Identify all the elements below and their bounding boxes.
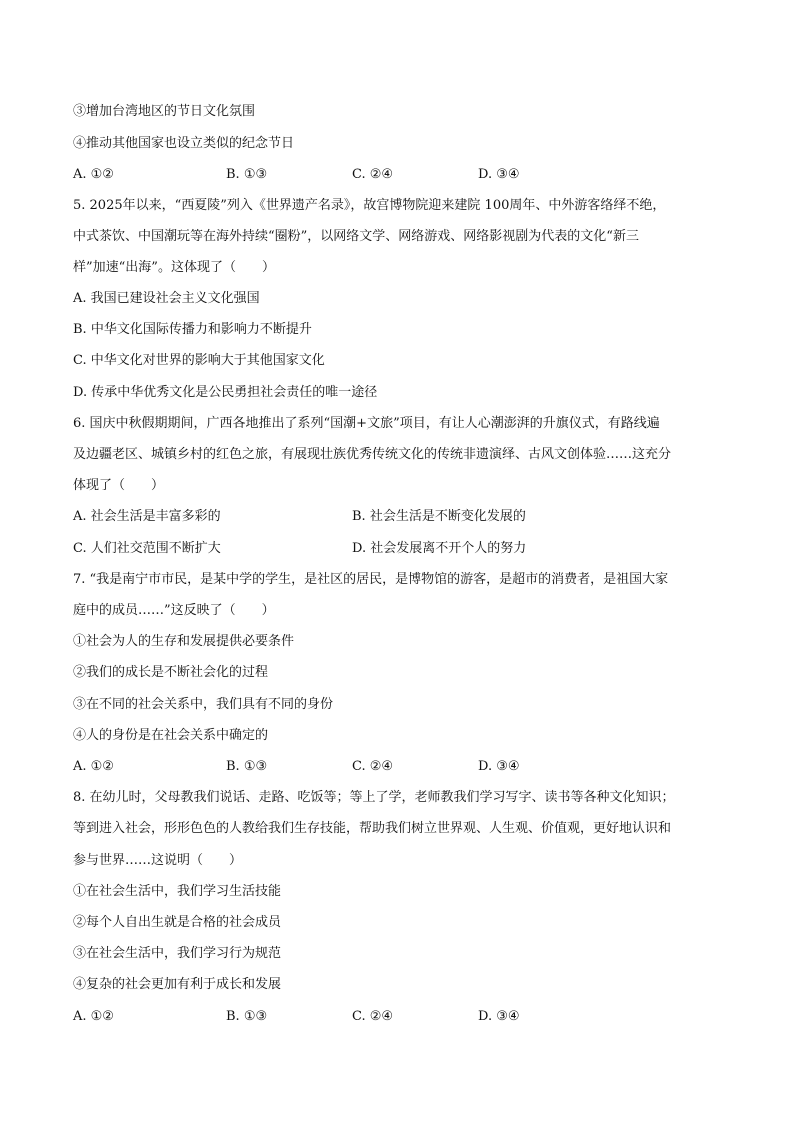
q8-item-2: ②每个人自出生就是合格的社会成员 <box>73 915 282 930</box>
q6-option-b: B. 社会生活是不断变化发展的 <box>352 509 526 524</box>
q8-stem-line-2: 等到进入社会，形形色色的人教给我们生存技能，帮助我们树立世界观、人生观、价值观，更好地认识和 <box>73 821 672 836</box>
q7-item-4: ④人的身份是在社会关系中确定的 <box>73 728 269 743</box>
q4-item-3: ③增加台湾地区的节日文化氛围 <box>73 104 256 119</box>
q6-option-d: D. 社会发展离不开个人的努力 <box>352 541 527 556</box>
q8-stem-line-3: 参与世界……这说明（ ） <box>73 853 243 868</box>
q6-stem-line-1: 6. 国庆中秋假期期间，广西各地推出了系列“国潮+文旅”项目，有让人心潮澎湃的升旗仪式，有路线遍 <box>73 416 660 431</box>
q5-option-b: B. 中华文化国际传播力和影响力不断提升 <box>73 322 312 337</box>
q5-stem-line-1: 5. 2025年以来，“西夏陵”列入《世界遗产名录》，故宫博物院迎来建院 100周年、中外游客络绎不绝， <box>73 198 666 213</box>
q8-option-a: A. ①② <box>73 1009 114 1024</box>
q4-item-4: ④推动其他国家也设立类似的纪念节日 <box>73 136 295 151</box>
q7-item-1: ①社会为人的生存和发展提供必要条件 <box>73 634 295 649</box>
q6-stem-line-2: 及边疆老区、城镇乡村的红色之旅，有展现壮族优秀传统文化的传统非遗演绎、古风文创体验……这充分 <box>73 447 672 462</box>
q4-option-b: B. ①③ <box>226 167 268 182</box>
q7-option-c: C. ②④ <box>352 759 394 774</box>
q5-stem-line-3: 样”加速“出海”。这体现了（ ） <box>73 260 275 275</box>
q4-option-a: A. ①② <box>73 167 114 182</box>
q7-option-b: B. ①③ <box>226 759 268 774</box>
q6-option-c: C. 人们社交范围不断扩大 <box>73 541 221 556</box>
q8-item-3: ③在社会生活中，我们学习行为规范 <box>73 946 282 961</box>
q6-option-a: A. 社会生活是丰富多彩的 <box>73 509 221 524</box>
q7-stem-line-2: 庭中的成员……”这反映了（ ） <box>73 603 275 618</box>
q5-option-a: A. 我国已建设社会主义文化强国 <box>73 291 260 306</box>
q7-stem-line-1: 7. “我是南宁市市民，是某中学的学生，是社区的居民，是博物馆的游客，是超市的消费者，是祖国大家 <box>73 572 669 587</box>
q5-option-c: C. 中华文化对世界的影响大于其他国家文化 <box>73 353 325 368</box>
q4-option-d: D. ③④ <box>478 167 520 182</box>
q8-item-1: ①在社会生活中，我们学习生活技能 <box>73 884 282 899</box>
q7-option-d: D. ③④ <box>478 759 520 774</box>
q8-option-b: B. ①③ <box>226 1009 268 1024</box>
q6-stem-line-3: 体现了（ ） <box>73 478 165 493</box>
q5-stem-line-2: 中式茶饮、中国潮玩等在海外持续“圈粉”，以网络文学、网络游戏、网络影视剧为代表的文化“新三 <box>73 229 639 244</box>
q8-item-4: ④复杂的社会更加有利于成长和发展 <box>73 977 282 992</box>
q7-item-2: ②我们的成长是不断社会化的过程 <box>73 665 269 680</box>
q7-option-a: A. ①② <box>73 759 114 774</box>
q8-option-d: D. ③④ <box>478 1009 520 1024</box>
q4-option-c: C. ②④ <box>352 167 394 182</box>
q8-stem-line-1: 8. 在幼儿时，父母教我们说话、走路、吃饭等；等上了学，老师教我们学习写字、读书等各种文化知识； <box>73 790 675 805</box>
q5-option-d: D. 传承中华优秀文化是公民勇担社会责任的唯一途径 <box>73 385 378 400</box>
q8-option-c: C. ②④ <box>352 1009 394 1024</box>
q7-item-3: ③在不同的社会关系中，我们具有不同的身份 <box>73 697 334 712</box>
